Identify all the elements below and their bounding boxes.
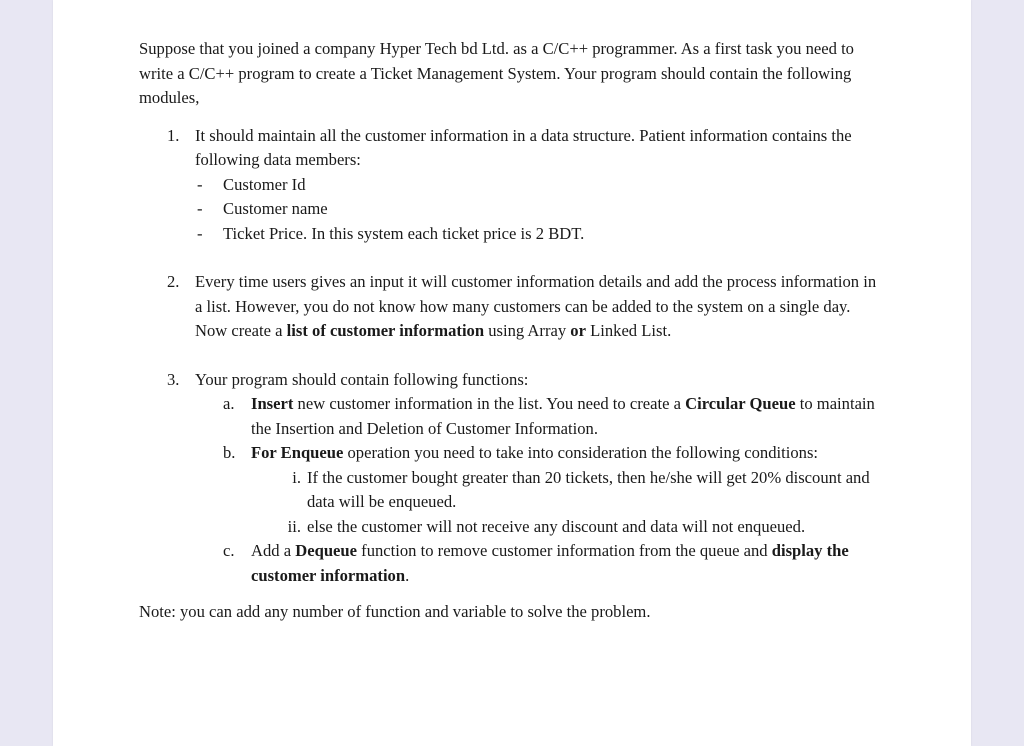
item-text bbox=[195, 270, 879, 344]
bullet-text: Customer name bbox=[223, 199, 328, 218]
bold-segment: Dequeue bbox=[295, 541, 358, 560]
document-page bbox=[53, 0, 971, 746]
text-segment: Linked List. bbox=[585, 321, 672, 340]
sub-sub-marker: ii. bbox=[287, 516, 301, 536]
sub-marker: c. bbox=[223, 541, 235, 560]
item-text: Your program should contain following functions: bbox=[195, 369, 529, 389]
text-segment: to maintain the Insertion and Deletion of Customer Information. bbox=[251, 394, 875, 438]
sub-item-b bbox=[195, 441, 879, 539]
sub-item-c bbox=[195, 539, 879, 588]
sub-marker: b. bbox=[223, 443, 236, 462]
bold-segment: Insert bbox=[251, 394, 294, 413]
document-content bbox=[139, 37, 879, 625]
list-number: 2. bbox=[167, 272, 180, 291]
bullet-text: Customer Id bbox=[223, 174, 306, 194]
list-item bbox=[195, 197, 879, 222]
dash-marker: - bbox=[197, 199, 203, 218]
list-item bbox=[195, 222, 879, 247]
list-item bbox=[195, 173, 879, 198]
list-number: 1. bbox=[167, 125, 180, 145]
text-segment: function to remove customer information from the queue and bbox=[357, 541, 772, 560]
note-paragraph: Note: you can add any number of function and variable to solve the problem. bbox=[139, 602, 651, 621]
text-segment: operation you need to take into consideration the following conditions: bbox=[343, 443, 819, 462]
text-segment: Every time users gives an input it will customer information details and add the process information in a list. However, you do not know how many customers can be added to the system on a single day. Now create a bbox=[195, 272, 877, 340]
sub-item-a bbox=[195, 392, 879, 441]
bold-segment: display the customer information bbox=[251, 541, 849, 585]
item-text: It should maintain all the customer information in a data structure. Patient information contains the following data members: bbox=[195, 125, 852, 169]
text-segment: new customer information in the list. You need to create a bbox=[293, 394, 686, 413]
sub-text bbox=[251, 539, 879, 588]
sub-sub-marker: i. bbox=[292, 467, 301, 487]
list-item-1 bbox=[139, 124, 879, 247]
sub-marker: a. bbox=[223, 394, 235, 413]
sub-sub-item-ii bbox=[251, 515, 879, 540]
text-segment: Add a bbox=[251, 541, 296, 560]
dash-marker: - bbox=[197, 174, 203, 194]
bold-segment: For Enqueue bbox=[251, 443, 344, 462]
sub-text bbox=[251, 392, 879, 441]
list-item-3 bbox=[139, 368, 879, 589]
sub-sub-item-i bbox=[251, 466, 879, 515]
bullet-text: Ticket Price. In this system each ticket price is 2 BDT. bbox=[223, 223, 585, 243]
sub-text bbox=[251, 441, 879, 466]
text-segment: . bbox=[405, 565, 410, 585]
sub-sub-text: If the customer bought greater than 20 tickets, then he/she will get 20% discount and data will be enqueued. bbox=[307, 467, 870, 511]
text-segment: using Array bbox=[484, 321, 571, 340]
list-item-2 bbox=[139, 270, 879, 344]
bold-segment: Circular Queue bbox=[685, 394, 796, 413]
bold-segment: list of customer information bbox=[286, 321, 485, 340]
intro-paragraph: Suppose that you joined a company Hyper Tech bd Ltd. as a C/C++ programmer. As a first task you need to write a C/C++ program to create a Ticket Management System. Your program should contain the following modules, bbox=[139, 39, 854, 107]
dash-marker: - bbox=[197, 223, 203, 243]
bold-segment: or bbox=[570, 321, 586, 340]
sub-sub-text: else the customer will not receive any discount and data will not enqueued. bbox=[307, 516, 806, 536]
list-number: 3. bbox=[167, 369, 180, 389]
data-members-list bbox=[195, 173, 879, 247]
